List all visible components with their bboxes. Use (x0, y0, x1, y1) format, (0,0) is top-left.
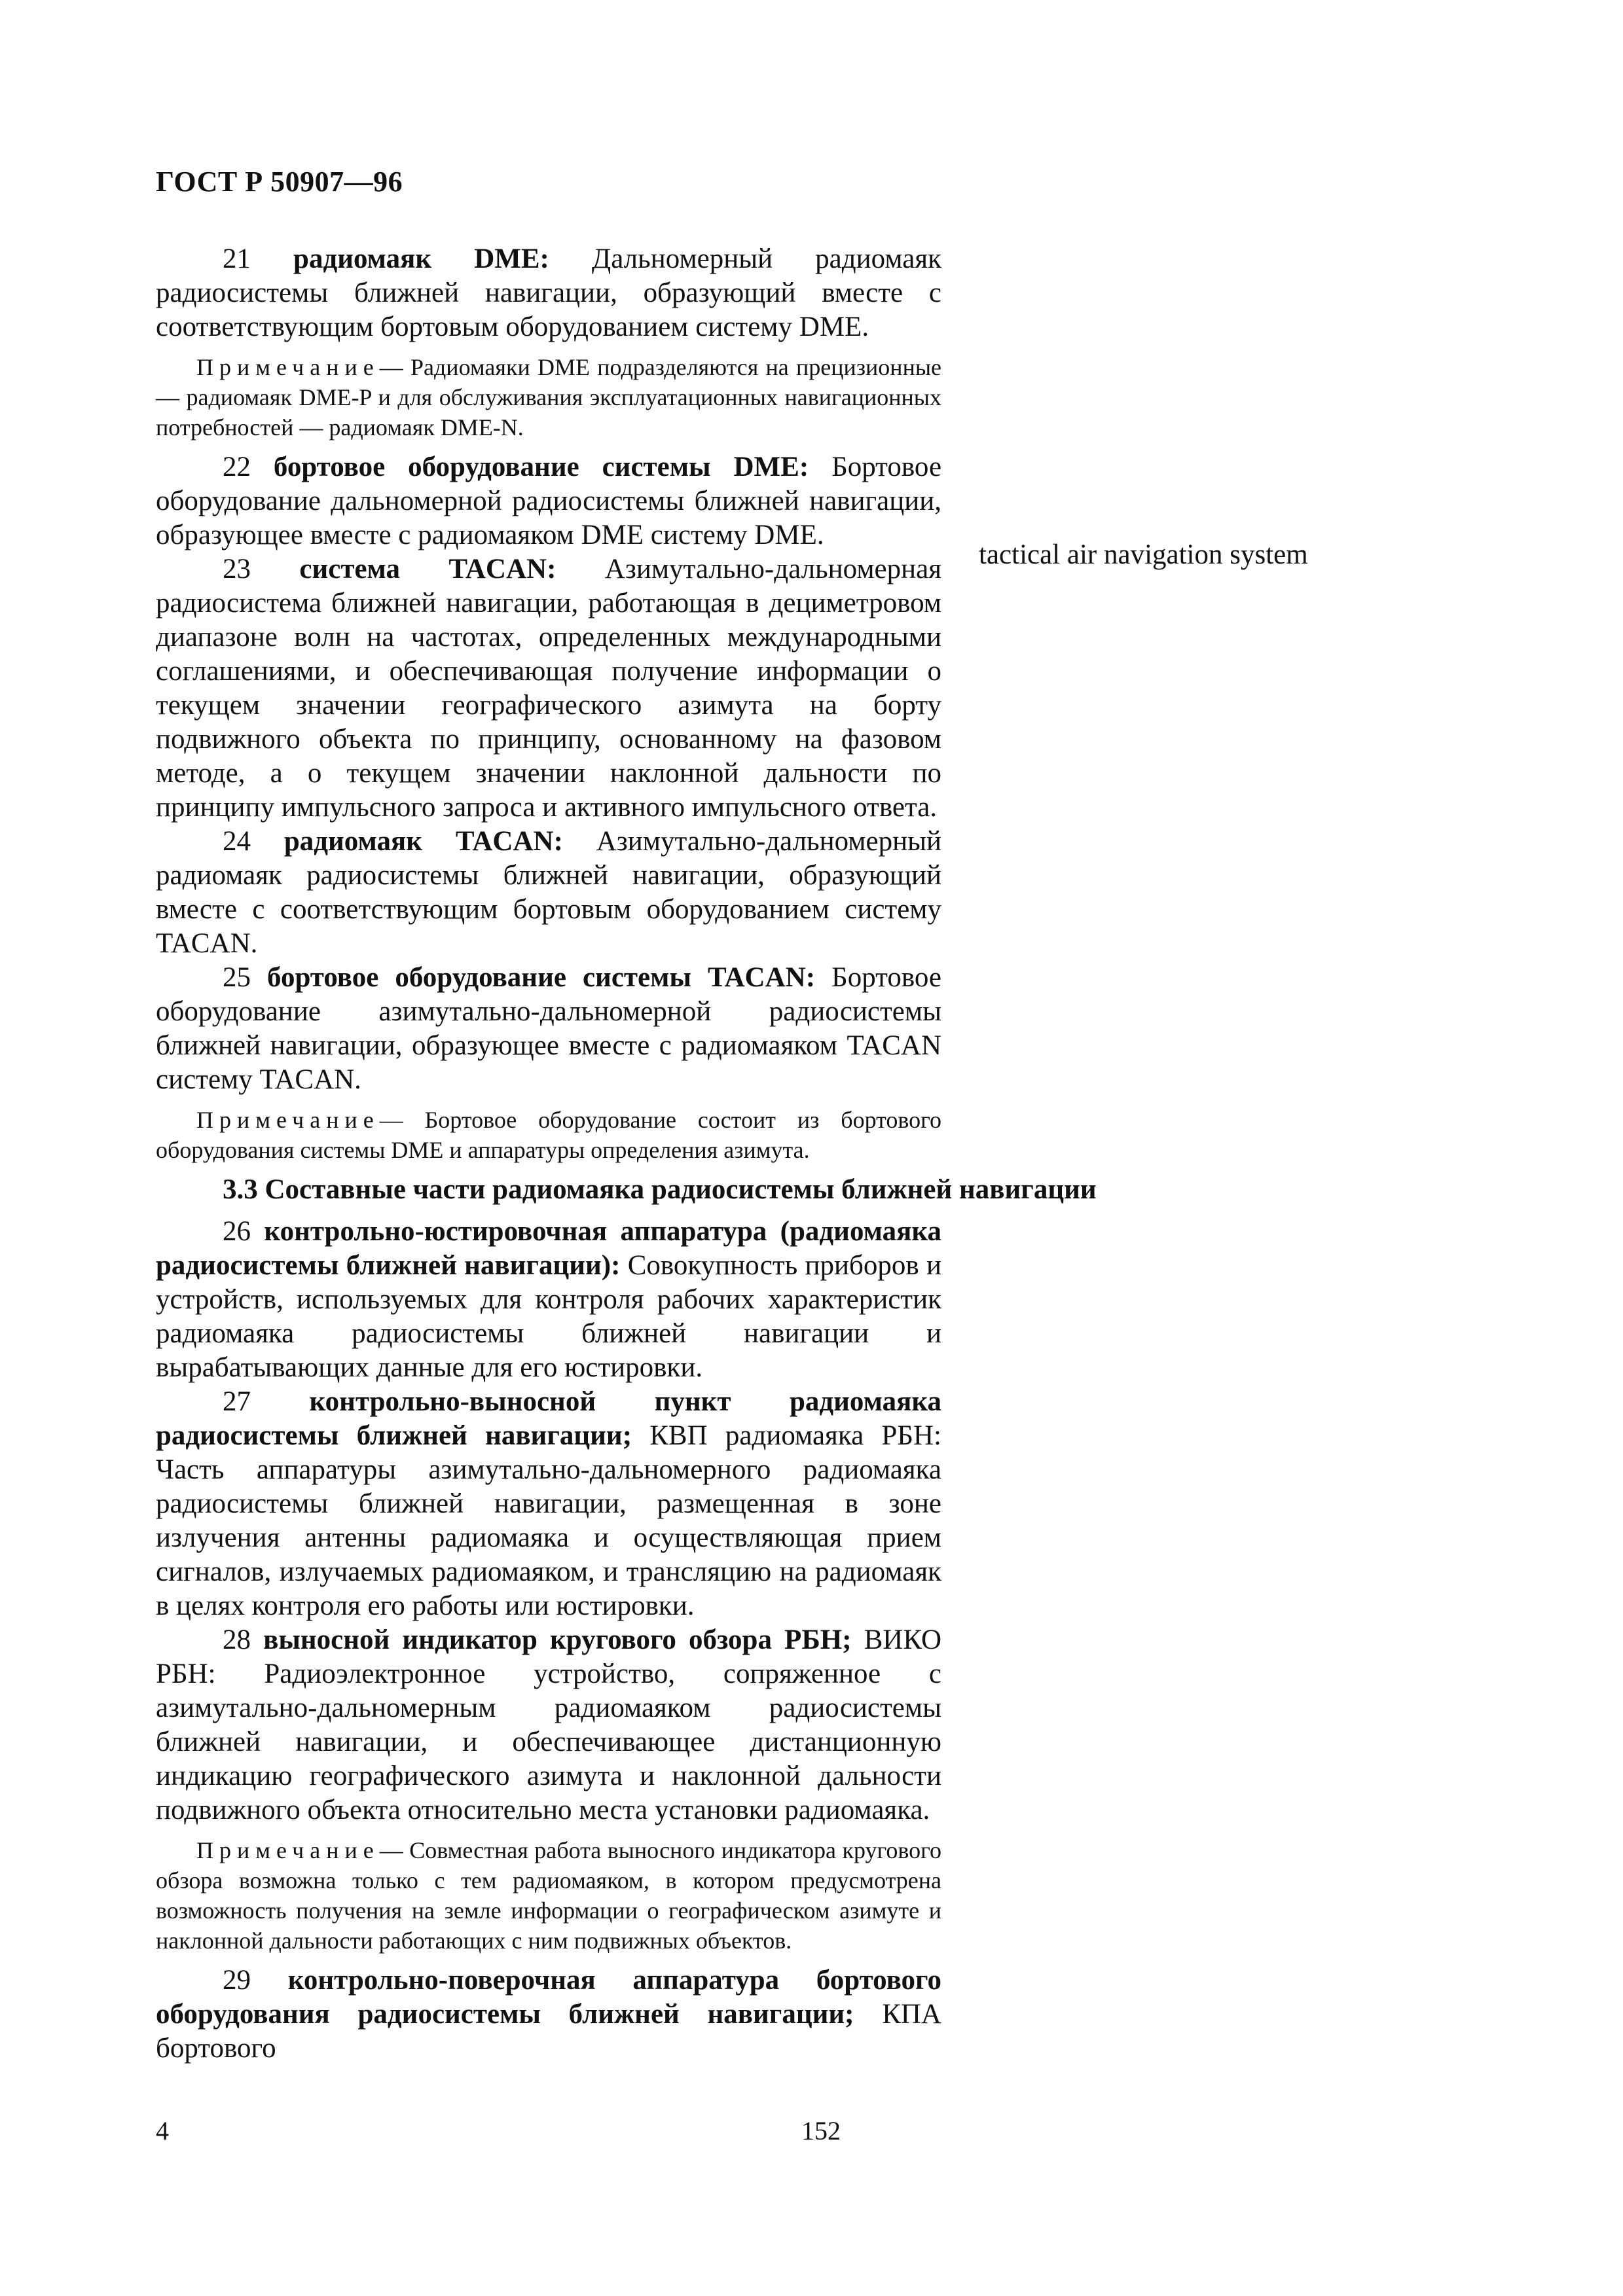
entry-term: контрольно-юстировочная аппаратура (радиомаяка радиосистемы ближней навигации): (156, 1216, 942, 1281)
entry-28 (156, 1623, 941, 1827)
entry-text: Азимутально-дальномерный радиомаяк радиосистемы ближней навигации, образующий вместе с соответствующим бортовым оборудованием систему TACAN. (156, 826, 942, 959)
entry-number: 26 (223, 1216, 251, 1247)
entry-21 (156, 242, 941, 344)
entry-text: Бортовое оборудование дальномерной радиосистемы ближней навигации, образующее вместе с радиомаяком DME систему DME. (156, 452, 942, 550)
entry-24 (156, 825, 941, 961)
entry-term: контрольно-поверочная аппаратура бортового оборудования радиосистемы ближней навигации; (156, 1965, 941, 2030)
entry-number: 24 (223, 826, 251, 857)
entry-number: 28 (223, 1624, 251, 1655)
entry-number: 21 (223, 243, 251, 274)
entry-number: 27 (223, 1386, 251, 1417)
document-header: ГОСТ Р 50907—96 (156, 166, 403, 198)
note-label: Примечание (196, 1837, 380, 1863)
entry-term: радиомаяк TACAN: (283, 826, 563, 857)
entry-27 (156, 1385, 941, 1623)
note-label: Примечание (196, 1107, 380, 1133)
entry-number: 23 (223, 554, 251, 584)
entry-text: Совокупность приборов и устройств, используемых для контроля рабочих характеристик радиомаяка радиосистемы ближней навигации и вырабатывающих данные для его юстировки. (156, 1250, 941, 1383)
note-2 (156, 1105, 941, 1165)
entry-term: система TACAN: (299, 554, 556, 584)
note-label: Примечание (196, 354, 380, 380)
note-text: — Радиомаяки DME подразделяются на прецизионные — радиомаяк DME-P и для обслуживания эксплуатационных навигационных потребностей — радиомаяк DME-N. (156, 354, 941, 440)
entry-text: Азимутально-дальномерная радиосистема ближней навигации, работающая в дециметровом диапазоне волн на частотах, определенных международными соглашениями, и обеспечивающая получение информации о текущем значении географического азимута на борту подвижного объекта по принципу, основанному на фазовом методе, а о текущем значении наклонной дальности по принципу импульсного запроса и активного импульсного ответа. (156, 554, 942, 823)
entry-term: контрольно-выносной пункт радиомаяка радиосистемы ближней навигации; (156, 1386, 941, 1451)
main-column (156, 242, 1097, 2066)
entry-29 (156, 1964, 941, 2066)
entry-25 (156, 961, 941, 1097)
note-text: — Бортовое оборудование состоит из бортового оборудования системы DME и аппаратуры определения азимута. (156, 1107, 941, 1163)
entry-22 (156, 450, 941, 552)
section-heading-3-3: 3.3 Составные части радиомаяка радиосистемы ближней навигации (223, 1174, 1097, 1205)
entry-term: бортовое оборудование системы TACAN: (267, 962, 816, 993)
entry-number: 29 (223, 1965, 251, 1996)
entry-number: 22 (223, 452, 251, 482)
note-3 (156, 1835, 941, 1956)
english-equivalent-tacan: tactical air navigation system (979, 539, 1308, 570)
entry-number: 25 (223, 962, 251, 993)
entry-term: радиомаяк DME: (293, 243, 549, 274)
entry-text: Бортовое оборудование азимутально-дальномерной радиосистемы ближней навигации, образующее вместе с радиомаяком TACAN систему TACAN. (156, 962, 942, 1095)
entry-text: КПА бортового (156, 1999, 941, 2064)
note-text: — Совместная работа выносного индикатора кругового обзора возможна только с тем радиомаяком, в котором предусмотрена возможность получения на земле информации о географическом азимуте и наклонной дальности работающих с ним подвижных объектов. (156, 1837, 941, 1954)
page-number-center: 152 (801, 2116, 841, 2145)
entry-23 (156, 552, 941, 825)
entry-text: КВП радиомаяка РБН: Часть аппаратуры азимутально-дальномерного радиомаяка радиосистемы ближней навигации, размещенная в зоне излучения антенны радиомаяка и осуществляющая прием сигналов, излучаемых радиомаяком, и трансляцию на радиомаяк в целях контроля его работы или юстировки. (156, 1420, 941, 1621)
entry-26 (156, 1215, 941, 1385)
entry-term: бортовое оборудование системы DME: (273, 452, 809, 482)
entry-text: Дальномерный радиомаяк радиосистемы ближней навигации, образующий вместе с соответствующим бортовым оборудованием систему DME. (156, 243, 942, 342)
page-number-left: 4 (156, 2116, 169, 2145)
entry-term: выносной индикатор кругового обзора РБН; (263, 1624, 852, 1655)
note-1 (156, 352, 941, 442)
entry-text: ВИКО РБН: Радиоэлектронное устройство, сопряженное с азимутально-дальномерным радиомаяком радиосистемы ближней навигации, и обеспечивающее дистанционную индикацию географического азимута и наклонной дальности подвижного объекта относительно места установки радиомаяка. (156, 1624, 942, 1825)
